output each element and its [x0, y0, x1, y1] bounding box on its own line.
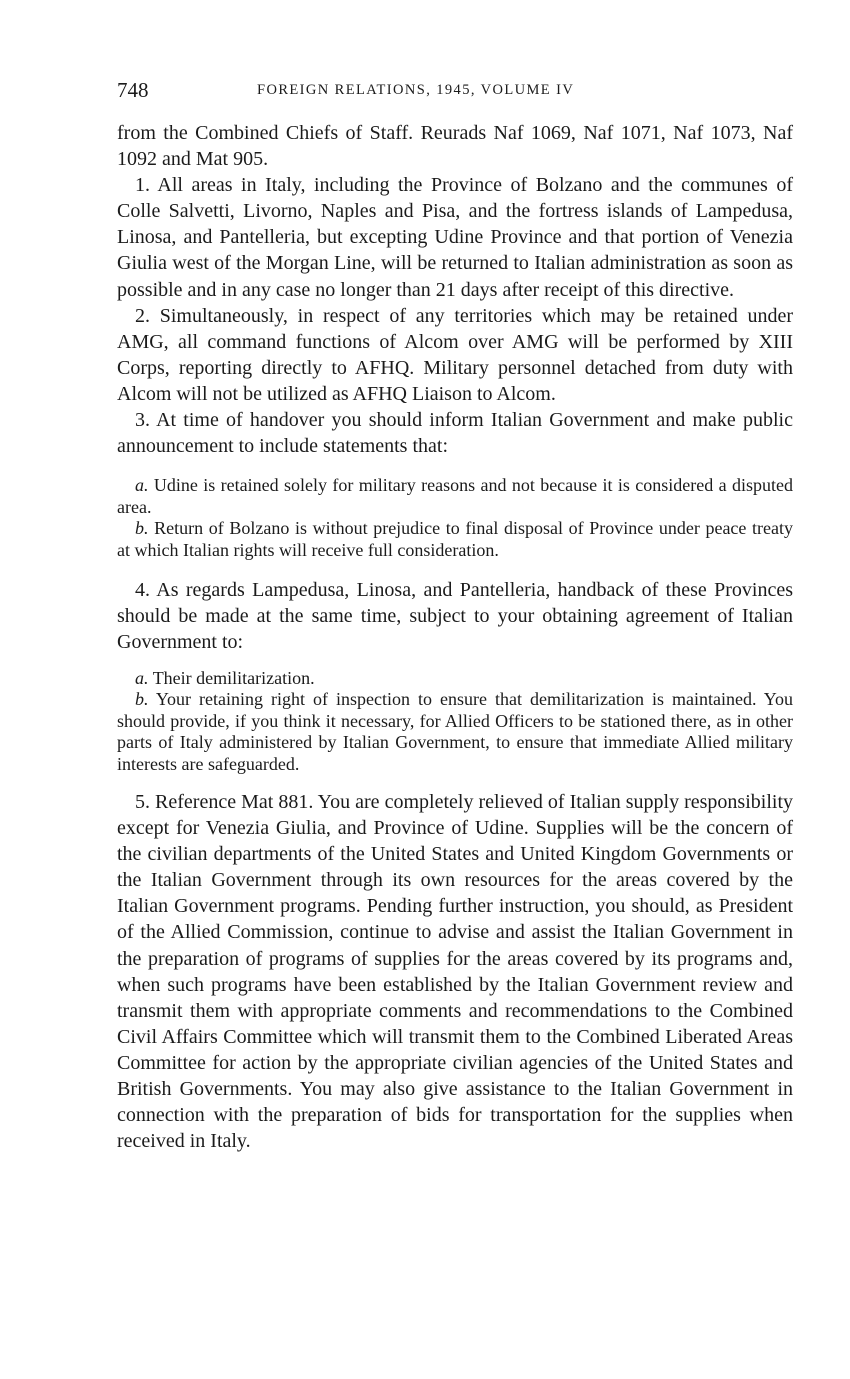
running-head: FOREIGN RELATIONS, 1945, VOLUME IV [257, 82, 575, 98]
document-body [117, 120, 793, 1154]
list-item-text: Their demilitarization. [152, 667, 315, 688]
list-item [117, 689, 793, 775]
list-item-text: Your retaining right of inspection to ensure that demilitarization is maintained. You should provide, if you think it necessary, for Allied Officers to be stationed there, as in other parts of Italy administered by Italian Government, to ensure that immediate Allied military interests are safeguarded. [117, 689, 793, 774]
intro-paragraph: from the Combined Chiefs of Staff. Reurads Naf 1069, Naf 1071, Naf 1073, Naf 1092 and Mat 905. [117, 122, 793, 171]
paragraph-4-items [117, 668, 793, 776]
list-item-text: Return of Bolzano is without prejudice to final disposal of Province under peace treaty at which Italian rights will receive full consideration. [117, 518, 793, 560]
list-item-letter: b. [135, 518, 149, 539]
list-item-text: Udine is retained solely for military reasons and not because it is considered a disputed area. [117, 475, 794, 517]
page-number: 748 [117, 78, 149, 102]
list-item [117, 475, 793, 518]
list-item-letter: b. [135, 689, 149, 709]
paragraph-3: 3. At time of handover you should inform Italian Government and make public announcement to include statements that: [117, 409, 793, 458]
paragraph-1: 1. All areas in Italy, including the Province of Bolzano and the communes of Colle Salvetti, Livorno, Naples and Pisa, and the fortress islands of Lampedusa, Linosa, and Pantelleria, but excepting Udine Province and that portion of Venezia Giulia west of the Morgan Line, will be returned to Italian administration as soon as possible and in any case no longer than 21 days after receipt of this directive. [117, 174, 793, 301]
list-item [117, 668, 793, 690]
paragraph-2: 2. Simultaneously, in respect of any territories which may be retained under AMG, all command functions of Alcom over AMG will be performed by XIII Corps, reporting directly to AFHQ. Military personnel detached from duty with Alcom will not be utilized as AFHQ Liaison to Alcom. [117, 304, 793, 405]
list-item-letter: a. [135, 475, 149, 496]
list-item-letter: a. [135, 667, 149, 688]
paragraph-4: 4. As regards Lampedusa, Linosa, and Pantelleria, handback of these Provinces should be made at the same time, subject to your obtaining agreement of Italian Government to: [117, 579, 793, 654]
page-header [117, 78, 793, 108]
paragraph-5: 5. Reference Mat 881. You are completely relieved of Italian supply responsibility except for Venezia Giulia, and Province of Udine. Supplies will be the concern of the civilian departments of the United States and United Kingdom Governments or the Italian Government through its own resources for the areas covered by the Italian Government programs. Pending further instruction, you should, as President of the Allied Commission, continue to advise and assist the Italian Government in the preparation of programs of supplies for the areas covered by its programs and, when such programs have been established by the Italian Government review and transmit them with appropriate comments and recommendations to the Combined Civil Affairs Committee which will transmit them to the Combined Liberated Areas Committee for action by the appropriate civilian agencies of the United States and British Governments. You may also give assistance to the Italian Government in connection with the preparation of bids for transportation for the supplies when received in Italy. [117, 791, 793, 1153]
list-item [117, 518, 793, 561]
paragraph-3-items [117, 475, 793, 561]
